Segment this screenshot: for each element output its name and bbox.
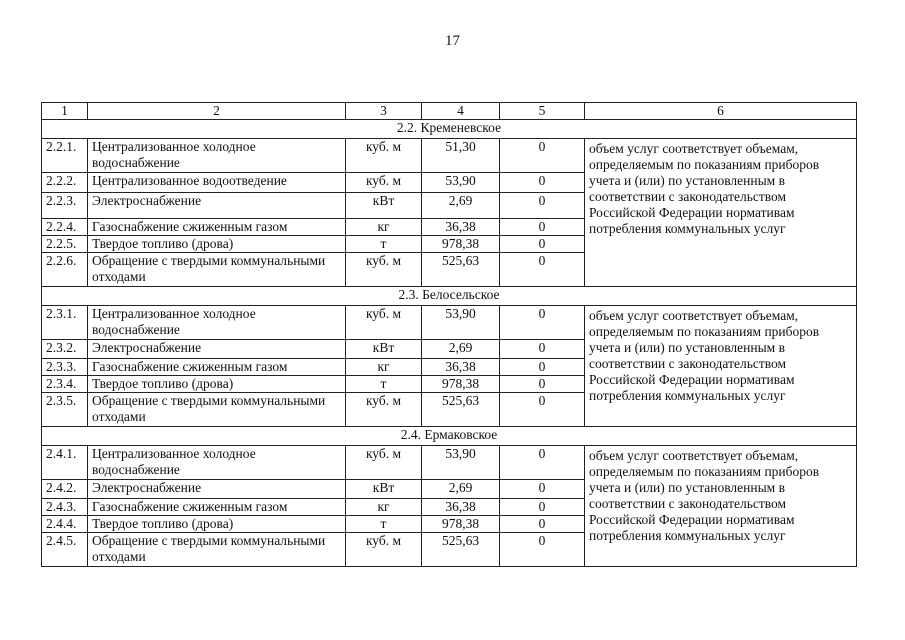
row-number: 2.2.6. (42, 253, 88, 287)
column-5-value: 0 (500, 359, 585, 376)
value: 53,90 (422, 446, 500, 480)
unit: т (346, 376, 422, 393)
services-table (41, 102, 857, 567)
unit: кВт (346, 480, 422, 499)
column-5-value: 0 (500, 236, 585, 253)
unit: куб. м (346, 393, 422, 427)
value: 525,63 (422, 533, 500, 567)
row-number: 2.4.2. (42, 480, 88, 499)
service-name: Централизованное холодное водоснабжение (88, 306, 346, 340)
service-name: Твердое топливо (дрова) (88, 236, 346, 253)
service-name: Электроснабжение (88, 340, 346, 359)
row-number: 2.3.1. (42, 306, 88, 340)
value: 978,38 (422, 516, 500, 533)
value: 53,90 (422, 306, 500, 340)
service-name: Газоснабжение сжиженным газом (88, 359, 346, 376)
section-title: 2.4. Ермаковское (42, 427, 857, 446)
column-5-value: 0 (500, 193, 585, 219)
section-title: 2.2. Кременевское (42, 120, 857, 139)
column-5-value: 0 (500, 306, 585, 340)
value: 36,38 (422, 499, 500, 516)
table-row (42, 139, 857, 173)
column-header: 6 (585, 103, 857, 120)
row-number: 2.4.1. (42, 446, 88, 480)
column-5-value: 0 (500, 480, 585, 499)
value: 978,38 (422, 236, 500, 253)
column-5-value: 0 (500, 446, 585, 480)
value: 36,38 (422, 359, 500, 376)
unit: т (346, 236, 422, 253)
service-name: Газоснабжение сжиженным газом (88, 499, 346, 516)
table-body (42, 103, 857, 567)
row-number: 2.4.3. (42, 499, 88, 516)
value: 525,63 (422, 393, 500, 427)
column-5-value: 0 (500, 533, 585, 567)
service-name: Электроснабжение (88, 480, 346, 499)
column-5-value: 0 (500, 139, 585, 173)
unit: кг (346, 359, 422, 376)
unit: куб. м (346, 533, 422, 567)
unit: куб. м (346, 173, 422, 193)
value: 2,69 (422, 480, 500, 499)
section-note: объем услуг соответствует объемам, определяемым по показаниям приборов учета и (или) по установленным в соответствии с законодательством Российской Федерации нормативам потребления коммунальных услуг (585, 139, 857, 287)
unit: кг (346, 219, 422, 236)
column-header: 2 (88, 103, 346, 120)
section-note: объем услуг соответствует объемам, определяемым по показаниям приборов учета и (или) по установленным в соответствии с законодательством Российской Федерации нормативам потребления коммунальных услуг (585, 446, 857, 567)
page-number: 17 (445, 33, 460, 49)
value: 978,38 (422, 376, 500, 393)
row-number: 2.3.3. (42, 359, 88, 376)
unit: т (346, 516, 422, 533)
section-title-row (42, 120, 857, 139)
section-note: объем услуг соответствует объемам, определяемым по показаниям приборов учета и (или) по установленным в соответствии с законодательством Российской Федерации нормативам потребления коммунальных услуг (585, 306, 857, 427)
column-header: 3 (346, 103, 422, 120)
value: 51,30 (422, 139, 500, 173)
row-number: 2.2.5. (42, 236, 88, 253)
row-number: 2.3.4. (42, 376, 88, 393)
column-5-value: 0 (500, 173, 585, 193)
unit: куб. м (346, 306, 422, 340)
row-number: 2.3.2. (42, 340, 88, 359)
service-name: Обращение с твердыми коммунальными отходами (88, 253, 346, 287)
table-row (42, 446, 857, 480)
column-5-value: 0 (500, 499, 585, 516)
column-5-value: 0 (500, 393, 585, 427)
service-name: Централизованное холодное водоснабжение (88, 446, 346, 480)
section-title: 2.3. Белосельское (42, 287, 857, 306)
column-header: 5 (500, 103, 585, 120)
value: 525,63 (422, 253, 500, 287)
column-header: 1 (42, 103, 88, 120)
unit: кг (346, 499, 422, 516)
table-row (42, 306, 857, 340)
unit: кВт (346, 340, 422, 359)
column-5-value: 0 (500, 219, 585, 236)
unit: куб. м (346, 253, 422, 287)
row-number: 2.4.4. (42, 516, 88, 533)
value: 53,90 (422, 173, 500, 193)
value: 2,69 (422, 340, 500, 359)
section-title-row (42, 287, 857, 306)
service-name: Газоснабжение сжиженным газом (88, 219, 346, 236)
value: 2,69 (422, 193, 500, 219)
row-number: 2.2.2. (42, 173, 88, 193)
unit: кВт (346, 193, 422, 219)
column-5-value: 0 (500, 516, 585, 533)
unit: куб. м (346, 446, 422, 480)
row-number: 2.2.4. (42, 219, 88, 236)
row-number: 2.2.3. (42, 193, 88, 219)
value: 36,38 (422, 219, 500, 236)
service-name: Обращение с твердыми коммунальными отходами (88, 533, 346, 567)
service-name: Обращение с твердыми коммунальными отходами (88, 393, 346, 427)
section-title-row (42, 427, 857, 446)
service-name: Электроснабжение (88, 193, 346, 219)
row-number: 2.4.5. (42, 533, 88, 567)
unit: куб. м (346, 139, 422, 173)
column-header: 4 (422, 103, 500, 120)
row-number: 2.2.1. (42, 139, 88, 173)
column-5-value: 0 (500, 340, 585, 359)
service-name: Централизованное холодное водоснабжение (88, 139, 346, 173)
header-row (42, 103, 857, 120)
row-number: 2.3.5. (42, 393, 88, 427)
column-5-value: 0 (500, 253, 585, 287)
service-name: Централизованное водоотведение (88, 173, 346, 193)
service-name: Твердое топливо (дрова) (88, 376, 346, 393)
service-name: Твердое топливо (дрова) (88, 516, 346, 533)
column-5-value: 0 (500, 376, 585, 393)
